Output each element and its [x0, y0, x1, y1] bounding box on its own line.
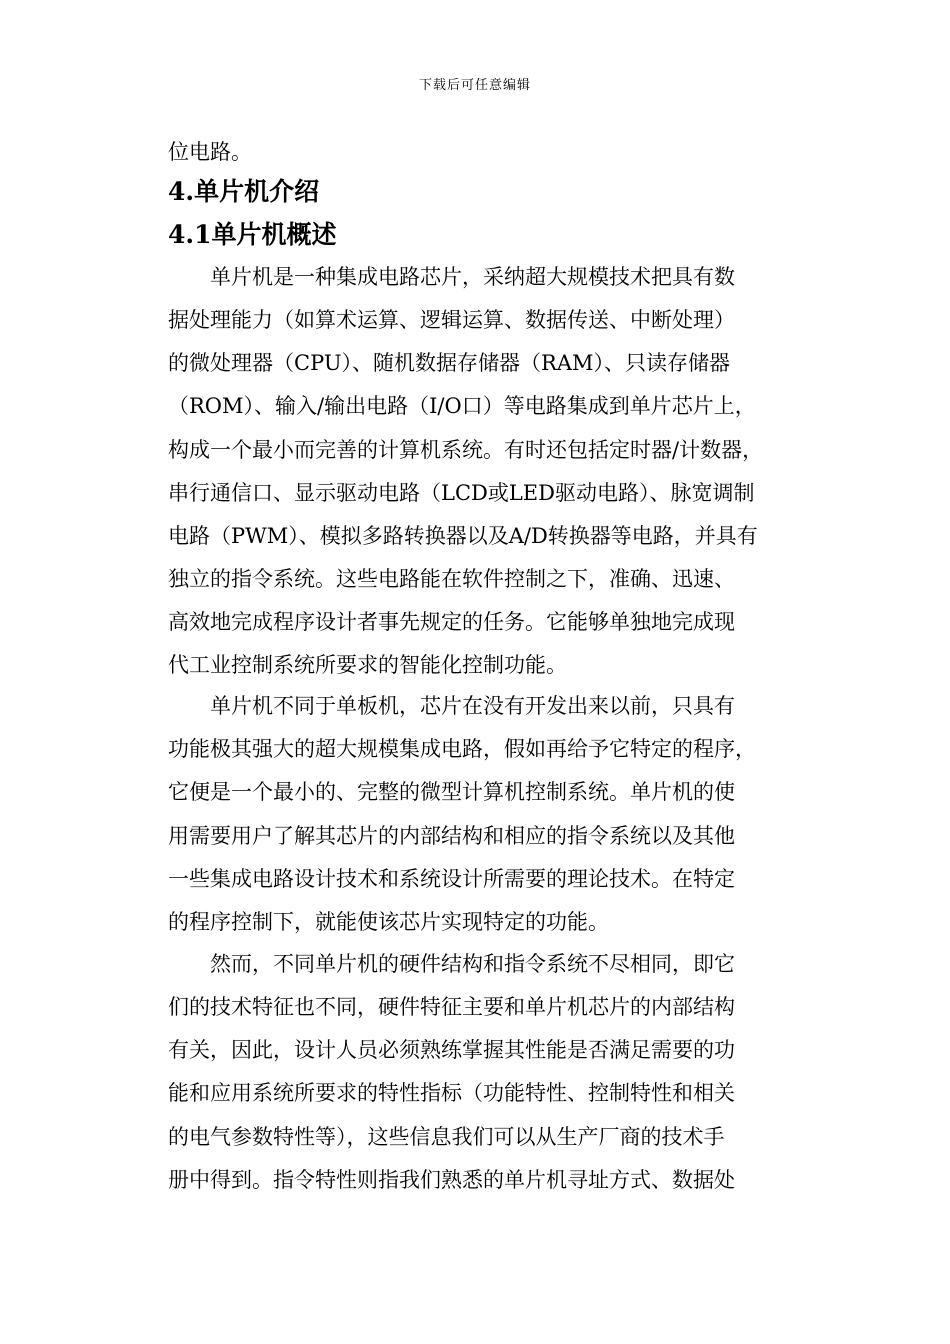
body-line: 一些集成电路设计技术和系统设计所需要的理论技术。在特定: [168, 867, 735, 891]
body-line: 能和应用系统所要求的特性指标（功能特性、控制特性和相关: [168, 1081, 735, 1105]
body-line: 高效地完成程序设计者事先规定的任务。它能够单独地完成现: [168, 610, 735, 634]
body-line: 然而，不同单片机的硬件结构和指令系统不尽相同，即它: [168, 952, 735, 976]
body-line: 册中得到。指令特性则指我们熟悉的单片机寻址方式、数据处: [168, 1168, 735, 1192]
body-line: 代工业控制系统所要求的智能化控制功能。: [168, 653, 567, 677]
body-line: 单片机不同于单板机，芯片在没有开发出来以前，只具有: [168, 694, 735, 718]
body-line: 有关，因此，设计人员必须熟练掌握其性能是否满足需要的功: [168, 1038, 735, 1062]
body-line: 单片机是一种集成电路芯片，采纳超大规模技术把具有数: [168, 265, 735, 289]
body-line: 的微处理器（CPU）、随机数据存储器（RAM）、只读存储器: [168, 351, 731, 375]
body-line: 的电气参数特性等），这些信息我们可以从生产厂商的技术手: [168, 1125, 725, 1149]
body-line: 功能极其强大的超大规模集成电路，假如再给予它特定的程序，: [168, 737, 756, 761]
subsection-heading: 4.1单片机概述: [168, 220, 337, 249]
body-line: 串行通信口、显示驱动电路（LCD或LED驱动电路）、脉宽调制: [168, 481, 755, 505]
body-line: 们的技术特征也不同，硬件特征主要和单片机芯片的内部结构: [168, 995, 735, 1019]
page-header: 下载后可任意编辑: [418, 78, 531, 93]
body-line: 电路（PWM）、模拟多路转换器以及A/D转换器等电路，并具有: [168, 524, 758, 548]
body-line: 用需要用户了解其芯片的内部结构和相应的指令系统以及其他: [168, 824, 735, 848]
body-line: 据处理能力（如算术运算、逻辑运算、数据传送、中断处理）: [168, 308, 735, 332]
body-line: 构成一个最小而完善的计算机系统。有时还包括定时器/计数器，: [168, 438, 764, 462]
body-line: （ROM）、输入/输出电路（I/O口）等电路集成到单片芯片上，: [168, 394, 756, 418]
body-line: 的程序控制下，就能使该芯片实现特定的功能。: [168, 910, 609, 934]
section-heading: 4.单片机介绍: [168, 177, 320, 206]
body-line: 独立的指令系统。这些电路能在软件控制之下，准确、迅速、: [168, 567, 735, 591]
body-line: 它便是一个最小的、完整的微型计算机控制系统。单片机的使: [168, 780, 735, 804]
continuation-line: 位电路。: [168, 140, 252, 164]
